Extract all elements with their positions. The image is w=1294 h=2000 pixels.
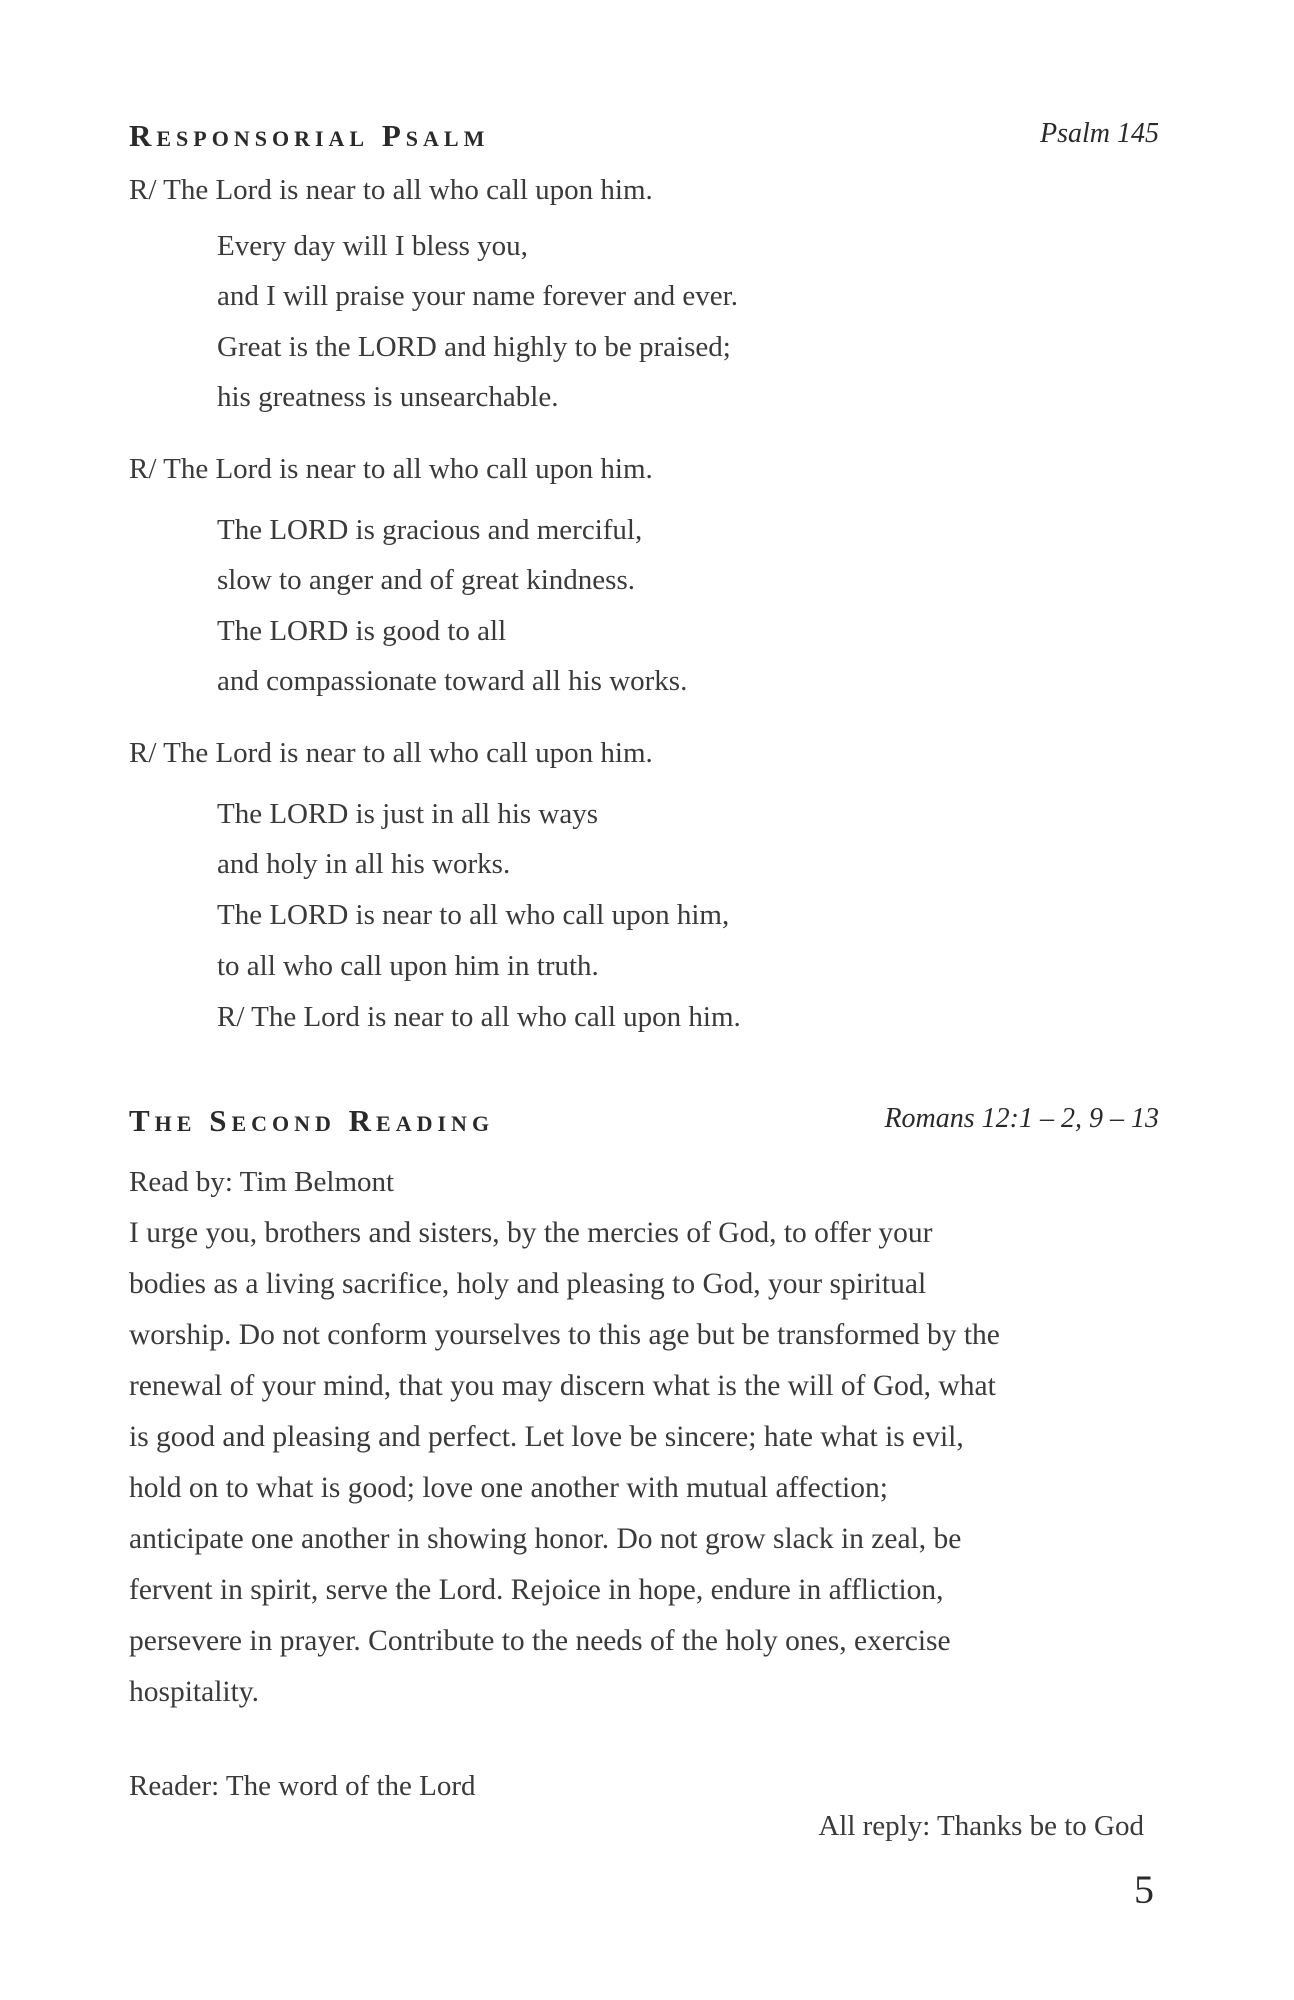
psalm-verse: The LORD is good to all [217,615,507,647]
reading-line: fervent in spirit, serve the Lord. Rejoice in hope, endure in affliction, [129,1574,944,1606]
psalm-verse: The LORD is gracious and merciful, [217,514,643,546]
reading-line: I urge you, brothers and sisters, by the mercies of God, to offer your [129,1217,933,1249]
reading-text [129,1208,1169,1718]
reading-line: renewal of your mind, that you may discern what is the will of God, what [129,1370,996,1402]
psalm-response: R/ The Lord is near to all who call upon him. [129,453,653,485]
psalm-verse: slow to anger and of great kindness. [217,564,635,596]
reading-line: is good and pleasing and perfect. Let love be sincere; hate what is evil, [129,1421,964,1453]
psalm-verse: to all who call upon him in truth. [217,950,599,982]
reader-says: Reader: The word of the Lord [129,1770,476,1802]
reading-reference: Romans 12:1 – 2, 9 – 13 [884,1103,1159,1134]
reading-title: The Second Reading [129,1103,495,1138]
reading-line: hold on to what is good; love one another with mutual affection; [129,1472,888,1504]
psalm-header [129,118,1159,158]
psalm-response-final: R/ The Lord is near to all who call upon him. [217,1001,741,1033]
psalm-verse: Great is the LORD and highly to be praised; [217,331,731,363]
reading-line: persevere in prayer. Contribute to the needs of the holy ones, exercise [129,1625,951,1657]
page-number: 5 [1134,1867,1154,1912]
psalm-verse: and holy in all his works. [217,848,511,880]
psalm-response: R/ The Lord is near to all who call upon him. [129,174,653,206]
psalm-verse: The LORD is near to all who call upon him, [217,899,730,931]
psalm-verse: and compassionate toward all his works. [217,665,688,697]
read-by: Read by: Tim Belmont [129,1166,395,1198]
psalm-verse: his greatness is unsearchable. [217,381,559,413]
reading-line: worship. Do not conform yourselves to this age but be transformed by the [129,1319,1000,1351]
all-reply: All reply: Thanks be to God [818,1810,1144,1842]
psalm-verse: The LORD is just in all his ways [217,798,599,830]
psalm-verse: and I will praise your name forever and ever. [217,280,738,312]
reading-header [129,1103,1159,1143]
reading-line: bodies as a living sacrifice, holy and pleasing to God, your spiritual [129,1268,927,1300]
psalm-title: Responsorial Psalm [129,118,490,153]
psalm-reference: Psalm 145 [1040,118,1159,149]
reading-line: hospitality. [129,1676,260,1708]
psalm-response: R/ The Lord is near to all who call upon him. [129,737,653,769]
psalm-verse: Every day will I bless you, [217,230,528,262]
reading-line: anticipate one another in showing honor. Do not grow slack in zeal, be [129,1523,962,1555]
